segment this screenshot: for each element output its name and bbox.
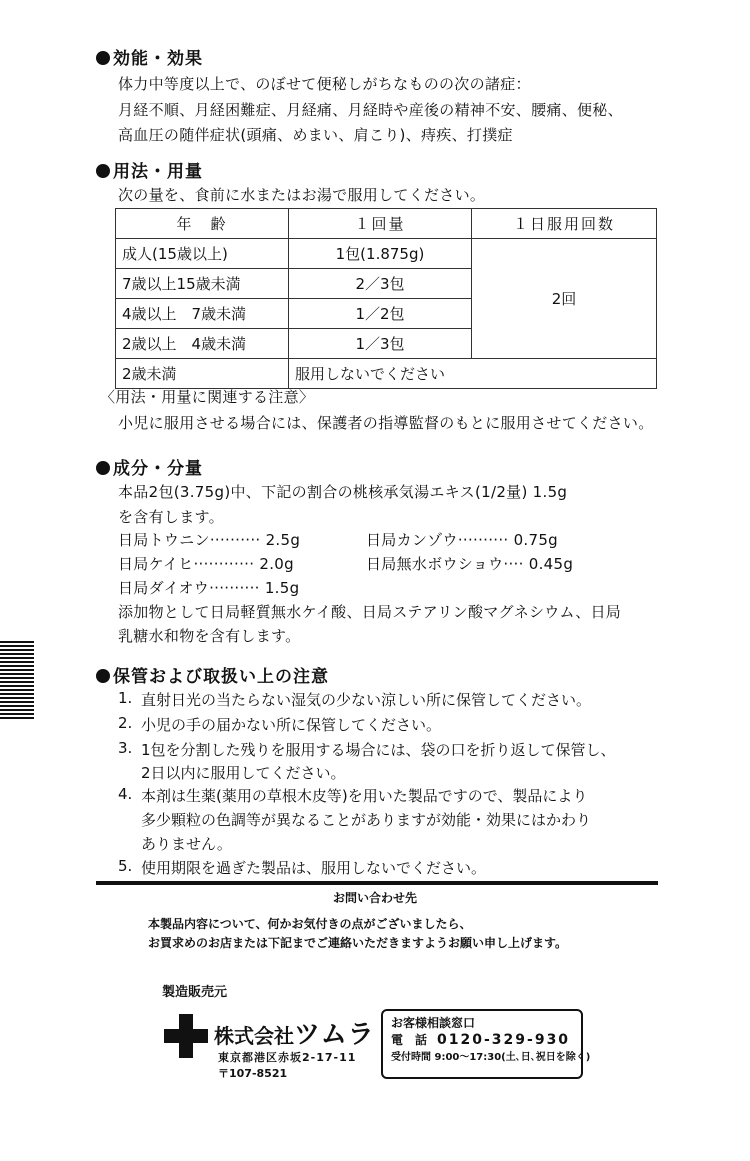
storage-item-text: ありません。 bbox=[141, 835, 232, 853]
ingredient-name: 日局ケイヒ bbox=[118, 555, 194, 573]
ingredients-line: を含有します。 bbox=[118, 508, 224, 526]
inquiry-text: 本製品内容について、何かお気付きの点がございましたら、 bbox=[148, 917, 472, 931]
efficacy-heading-text: 効能・効果 bbox=[113, 49, 203, 69]
storage-item-text: 多少顆粒の色調等が異なることがありますが効能・効果にはかわり bbox=[141, 811, 592, 829]
company-address: 東京都港区赤坂2-17-11 bbox=[218, 1051, 357, 1064]
ingredient-dots: ···· bbox=[503, 555, 524, 573]
table-header-row bbox=[116, 209, 657, 239]
inquiry-title: お問い合わせ先 bbox=[332, 891, 417, 905]
bullet-icon bbox=[96, 461, 110, 475]
ingredient-item bbox=[118, 577, 299, 598]
column-header-daily: １日服用回数 bbox=[472, 209, 657, 239]
dosage-intro: 次の量を、食前に水またはお湯で服用してください。 bbox=[118, 186, 486, 204]
ingredient-name: 日局無水ボウショウ bbox=[366, 555, 504, 573]
storage-item-number: 4. bbox=[118, 785, 133, 803]
ingredient-dots: ·········· bbox=[209, 531, 261, 549]
column-header-amount: １回量 bbox=[289, 209, 472, 239]
storage-item-text: 2日以内に服用してください。 bbox=[141, 764, 346, 782]
ingredient-name: 日局カンゾウ bbox=[366, 531, 458, 549]
additive-line: 乳糖水和物を含有します。 bbox=[118, 627, 301, 645]
table-row bbox=[116, 239, 657, 269]
ingredient-item bbox=[366, 553, 573, 574]
column-header-age: 年 齢 bbox=[116, 209, 289, 239]
bullet-icon bbox=[96, 51, 110, 65]
ingredients-heading bbox=[96, 454, 203, 479]
ingredient-amount: 1.5g bbox=[264, 579, 300, 597]
ingredients-line: 本品2包(3.75g)中、下記の割合の桃核承気湯エキス(1/2量) 1.5g bbox=[118, 483, 568, 501]
ingredient-name: 日局トウニン bbox=[118, 531, 210, 549]
storage-item-text: 使用期限を過ぎた製品は、服用しないでください。 bbox=[141, 859, 487, 877]
ingredient-name: 日局ダイオウ bbox=[118, 579, 210, 597]
company-zip: 〒107-8521 bbox=[218, 1067, 288, 1080]
daily-times-cell: 2回 bbox=[472, 239, 657, 359]
amount-cell: 1／3包 bbox=[289, 329, 472, 359]
company-brand: ツムラ bbox=[294, 1020, 375, 1050]
age-cell: 7歳以上15歳未満 bbox=[116, 269, 289, 299]
storage-heading-text: 保管および取扱い上の注意 bbox=[113, 667, 329, 687]
ingredient-amount: 0.45g bbox=[528, 555, 574, 573]
company-prefix: 株式会社 bbox=[214, 1024, 294, 1048]
amount-cell: 2／3包 bbox=[289, 269, 472, 299]
dosage-heading-text: 用法・用量 bbox=[113, 162, 203, 182]
contact-box bbox=[381, 1009, 591, 1079]
efficacy-heading bbox=[96, 44, 203, 69]
ingredients-heading-text: 成分・分量 bbox=[113, 459, 203, 479]
dosage-table bbox=[115, 208, 657, 389]
storage-item-number: 2. bbox=[118, 714, 133, 732]
inquiry-text: お買求めのお店または下記までご連絡いただきますようお願い申し上げます。 bbox=[148, 936, 568, 950]
ingredient-dots: ·········· bbox=[209, 579, 260, 597]
efficacy-line: 体力中等度以上で、のぼせて便秘しがちなものの次の諸症： bbox=[118, 75, 531, 93]
barcode-strip bbox=[0, 641, 34, 721]
ingredient-amount: 2.5g bbox=[265, 531, 301, 549]
phone-number: 0120-329-930 bbox=[437, 1032, 571, 1048]
storage-item-text: 小児の手の届かない所に保管してください。 bbox=[141, 716, 442, 734]
bullet-icon bbox=[96, 164, 110, 178]
additive-line: 添加物として日局軽質無水ケイ酸、日局ステアリン酸マグネシウム、日局 bbox=[118, 603, 622, 621]
ingredient-item bbox=[366, 529, 558, 550]
ingredient-amount: 2.0g bbox=[259, 555, 294, 573]
ingredient-dots: ·········· bbox=[457, 531, 509, 549]
storage-item-text: 直射日光の当たらない湿気の少ない涼しい所に保管してください。 bbox=[141, 691, 592, 709]
ingredient-amount: 0.75g bbox=[513, 531, 558, 549]
storage-item-number: 5. bbox=[118, 857, 133, 875]
age-cell: 2歳未満 bbox=[116, 359, 289, 389]
ingredient-dots: ············ bbox=[193, 555, 255, 573]
storage-item-text: 1包を分割した残りを服用する場合には、袋の口を折り返して保管し、 bbox=[141, 741, 616, 759]
dosage-notice-heading: 〈用法・用量に関連する注意〉 bbox=[100, 388, 315, 406]
storage-item-number: 3. bbox=[118, 739, 133, 757]
contact-hours: 受付時間 9:00〜17:30(土､日､祝日を除く) bbox=[391, 1052, 591, 1063]
amount-cell: 服用しないでください bbox=[289, 359, 657, 389]
storage-heading bbox=[96, 662, 329, 687]
amount-cell: 1包(1.875g) bbox=[289, 239, 472, 269]
dosage-heading bbox=[96, 157, 203, 182]
company-name bbox=[214, 1014, 375, 1051]
age-cell: 4歳以上 7歳未満 bbox=[116, 299, 289, 329]
storage-item-text: 本剤は生薬(薬用の草根木皮等)を用いた製品ですので、製品により bbox=[141, 787, 588, 805]
contact-title: お客様相談窓口 bbox=[391, 1016, 476, 1030]
section-divider bbox=[96, 881, 658, 885]
efficacy-line: 月経不順、月経困難症、月経痛、月経時や産後の精神不安、腰痛、便秘、 bbox=[118, 101, 623, 119]
phone-label: 電 話 bbox=[391, 1033, 428, 1047]
age-cell: 2歳以上 4歳未満 bbox=[116, 329, 289, 359]
bullet-icon bbox=[96, 669, 110, 683]
contact-phone-row bbox=[391, 1031, 570, 1048]
efficacy-line: 高血圧の随伴症状(頭痛、めまい、肩こり)、痔疾、打撲症 bbox=[118, 126, 513, 144]
amount-cell: 1／2包 bbox=[289, 299, 472, 329]
ingredient-item bbox=[118, 553, 294, 574]
maker-label: 製造販売元 bbox=[162, 985, 228, 1000]
tsumura-logo-icon bbox=[164, 1014, 208, 1058]
storage-item-number: 1. bbox=[118, 689, 133, 707]
age-cell: 成人(15歳以上) bbox=[116, 239, 289, 269]
ingredient-item bbox=[118, 529, 300, 550]
dosage-notice-text: 小児に服用させる場合には、保護者の指導監督のもとに服用させてください。 bbox=[118, 414, 654, 432]
table-row bbox=[116, 359, 657, 389]
